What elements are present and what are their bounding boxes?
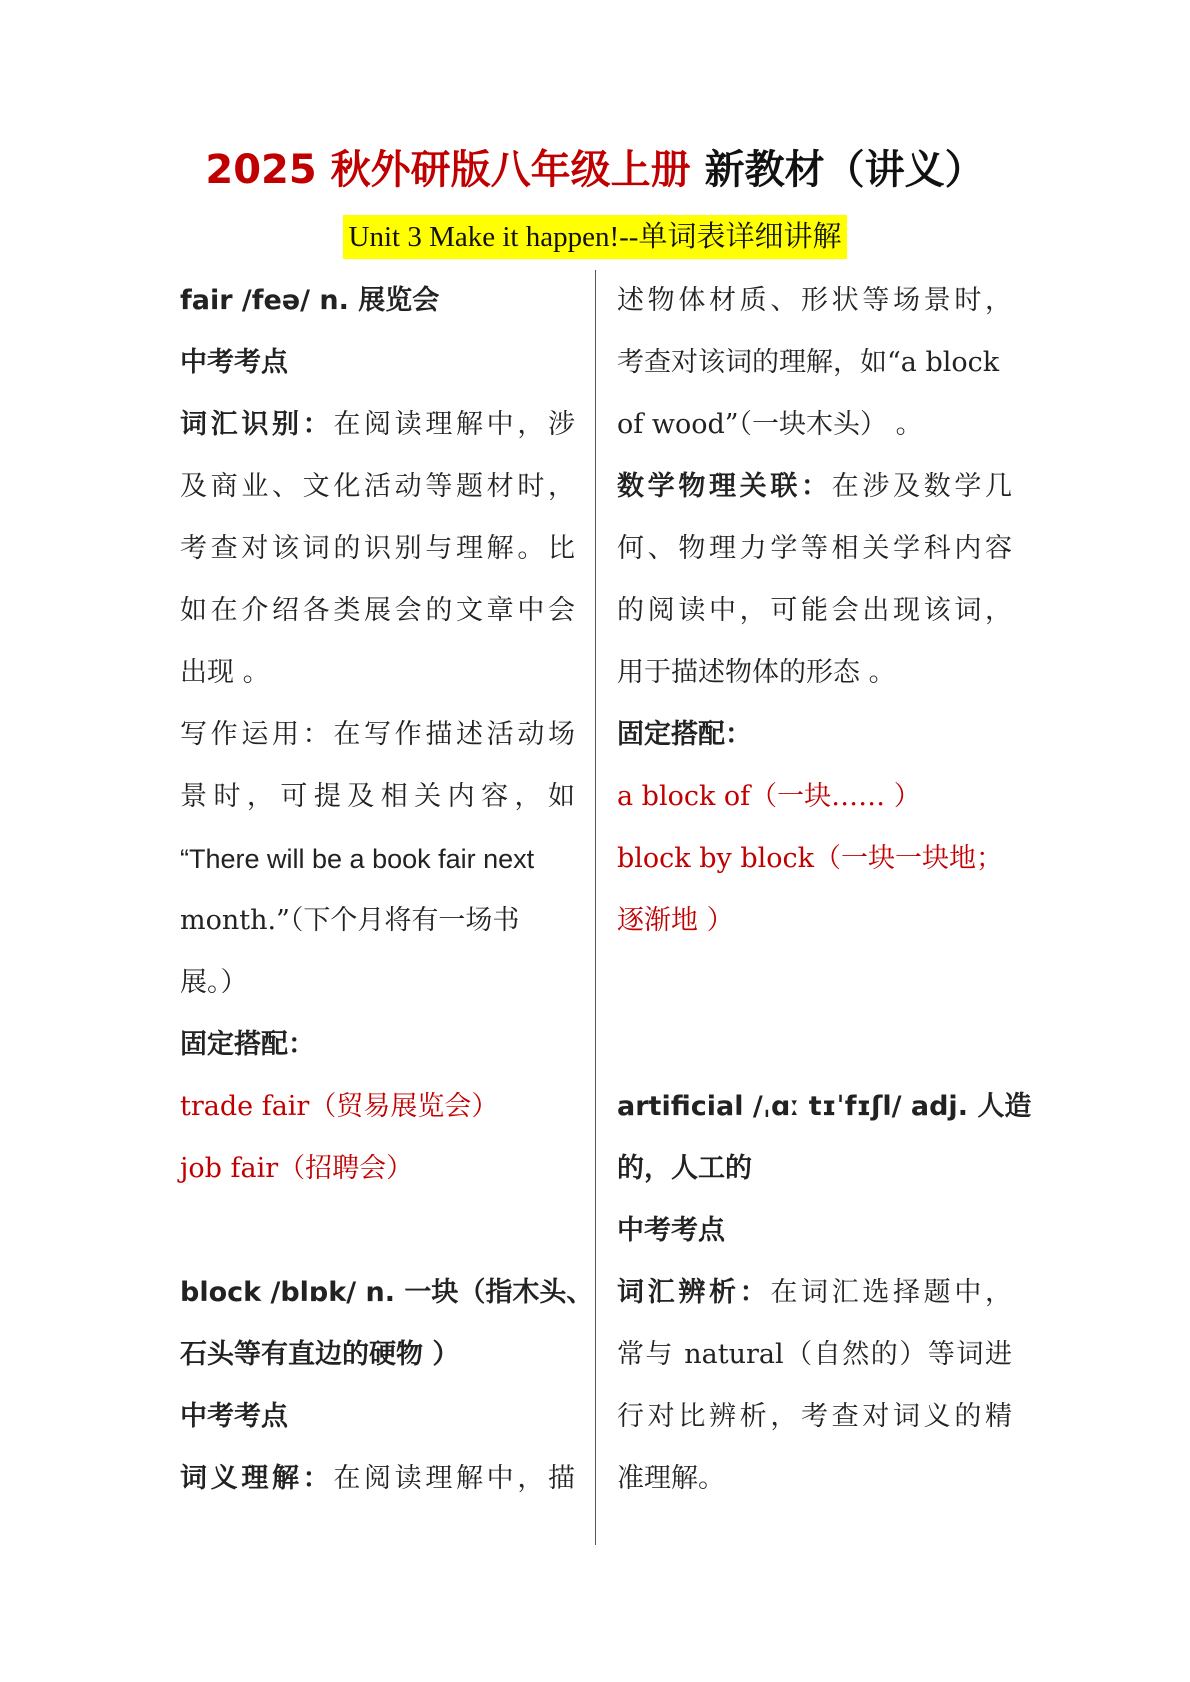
headword-block-continued: 石头等有直边的硬物 ）: [180, 1339, 460, 1370]
headword-block: block /blɒk/ n. 一块（指木头、: [180, 1277, 594, 1308]
page-title-red: 2025 秋外研版八年级上册: [205, 147, 691, 193]
page-title: [0, 140, 1190, 200]
collocation-item: block by block（一块一块地；: [617, 843, 1004, 874]
paragraph-line-example: “There will be a book fair next: [180, 844, 535, 874]
paragraph-line: 考查对该词的理解，如“a block: [617, 347, 1000, 378]
section-heading-exam-points: 中考考点: [180, 1401, 288, 1432]
paragraph-text: 在阅读理解中，涉: [333, 409, 576, 440]
paragraph-text: 在阅读理解中，描: [333, 1463, 576, 1494]
paragraph-line: 述物体材质、形状等场景时，: [617, 285, 1012, 316]
collocation-item: 逐渐地 ）: [617, 905, 734, 936]
paragraph-line: [617, 456, 1012, 518]
paragraph-line: 考查对该词的识别与理解。比: [180, 533, 575, 564]
spacer: [617, 952, 1012, 1014]
subtitle-highlight: Unit 3 Make it happen!--单词表详细讲解: [343, 215, 848, 259]
paragraph-line: [617, 1262, 1012, 1324]
paragraph-line: [180, 1448, 575, 1510]
paragraph-text: 在涉及数学几: [831, 471, 1013, 502]
paragraph-line: 何、物理力学等相关学科内容: [617, 533, 1012, 564]
paragraph-line: [180, 394, 575, 456]
collocation-item: a block of（一块…… ）: [617, 781, 921, 812]
page-title-black: 新教材（讲义）: [704, 147, 985, 193]
spacer: [617, 1014, 1012, 1076]
paragraph-line: 写作运用：在写作描述活动场: [180, 719, 575, 750]
paragraph-line: 展。）: [180, 967, 248, 998]
headword-artificial-continued: 的，人工的: [617, 1153, 752, 1184]
right-column: [617, 270, 1032, 1510]
label-vocab-discrimination: 词汇辨析：: [617, 1277, 771, 1308]
section-heading-collocation: 固定搭配：: [617, 719, 752, 750]
section-heading-exam-points: 中考考点: [617, 1215, 725, 1246]
paragraph-text: 在词汇选择题中，: [770, 1277, 1013, 1308]
section-heading-collocation: 固定搭配：: [180, 1029, 315, 1060]
label-word-meaning: 词义理解：: [180, 1463, 334, 1494]
paragraph-line: 准理解。: [617, 1463, 725, 1494]
paragraph-line: 行对比辨析，考查对词义的精: [617, 1401, 1012, 1432]
paragraph-line: 景时，可提及相关内容，如: [180, 781, 575, 812]
paragraph-line: 及商业、文化活动等题材时，: [180, 471, 575, 502]
paragraph-line: 如在介绍各类展会的文章中会: [180, 595, 575, 626]
paragraph-line: 用于描述物体的形态 。: [617, 657, 896, 688]
collocation-item: trade fair（贸易展览会）: [180, 1091, 499, 1122]
paragraph-line: of wood”（一块木头） 。: [617, 409, 923, 440]
left-column: [180, 270, 594, 1510]
paragraph-line: 的阅读中，可能会出现该词，: [617, 595, 1012, 626]
paragraph-line: 出现 。: [180, 657, 270, 688]
paragraph-line: month.”（下个月将有一场书: [180, 905, 520, 936]
spacer: [180, 1200, 575, 1262]
headword-artificial: artificial /ˌɑː tɪˈfɪʃl/ adj. 人造: [617, 1091, 1032, 1122]
column-divider: [595, 270, 596, 1545]
label-math-physics: 数学物理关联：: [617, 471, 832, 502]
subtitle-wrapper: [0, 215, 1190, 259]
section-heading-exam-points: 中考考点: [180, 347, 288, 378]
label-vocab-recognition: 词汇识别：: [180, 409, 334, 440]
paragraph-line: 常与 natural（自然的）等词进: [617, 1339, 1012, 1370]
collocation-item: job fair（招聘会）: [180, 1153, 414, 1184]
headword-fair: fair /feə/ n. 展览会: [180, 285, 440, 316]
